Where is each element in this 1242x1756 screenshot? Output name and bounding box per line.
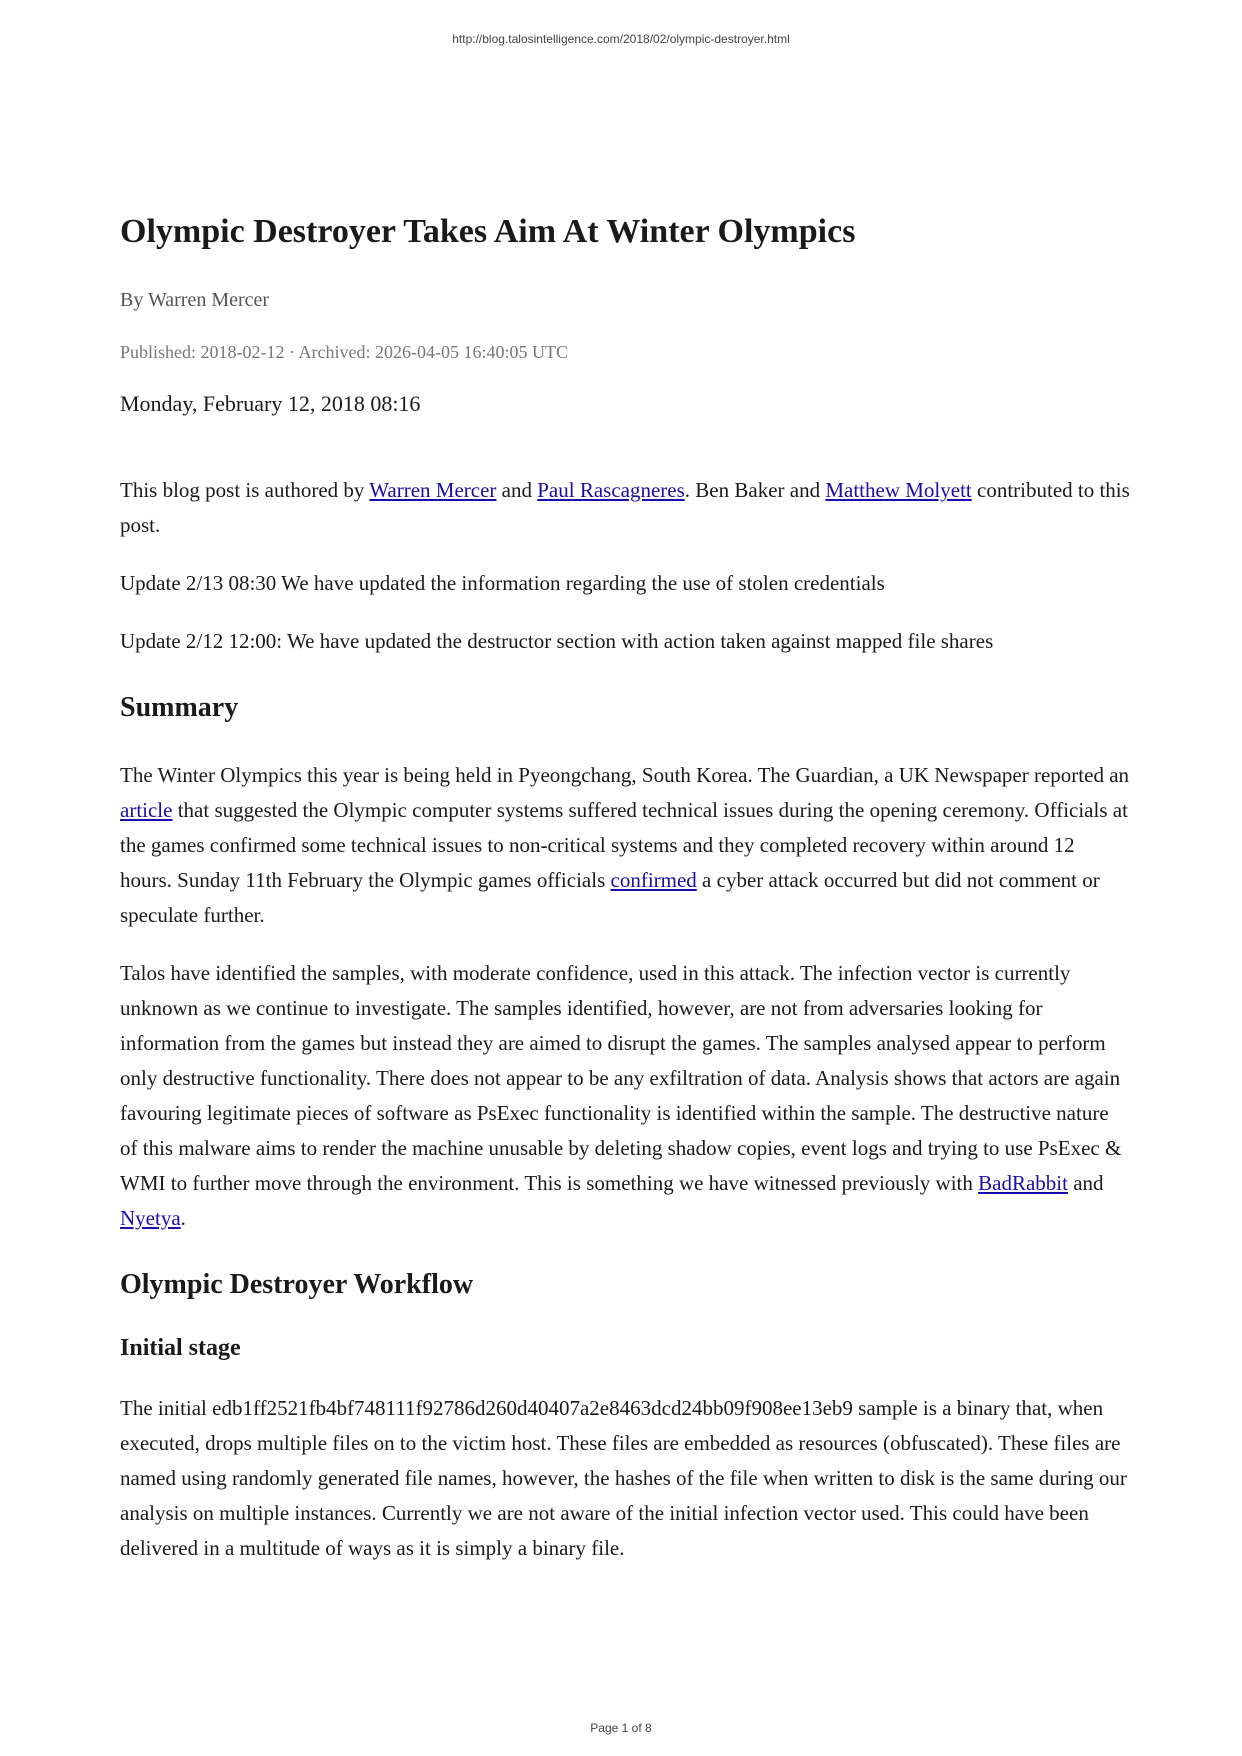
article-date: Monday, February 12, 2018 08:16	[120, 391, 421, 417]
author-link-matthew-molyett[interactable]: Matthew Molyett	[825, 478, 972, 503]
badrabbit-link[interactable]: BadRabbit	[978, 1170, 1068, 1195]
initial-stage-heading: Initial stage	[120, 1334, 241, 1361]
page-number-footer: Page 1 of 8	[590, 1721, 652, 1735]
intro-text: . Ben Baker and	[684, 478, 826, 503]
intro-text: and	[496, 478, 538, 503]
article-content	[120, 212, 1130, 1589]
initial-stage-paragraph: The initial edb1ff2521fb4bf748111f92786d260d40407a2e8463dcd24bb09f908ee13eb9 sample is a binary that, when executed, drops multiple files on to the victim host. These files are embedded as resources (obfuscated). These files are named using randomly generated file names, however, the hashes of the file when written to disk is the same during our analysis on multiple instances. Currently we are not aware of the initial infection vector used. This could have been delivered in a multitude of ways as it is simply a binary file.	[120, 1396, 1127, 1561]
author-link-paul-rascagneres[interactable]: Paul Rascagneres	[537, 478, 685, 503]
intro-text: contributed to this post.	[120, 478, 1130, 538]
nyetya-link[interactable]: Nyetya	[120, 1205, 181, 1230]
article-byline: By Warren Mercer	[120, 289, 270, 312]
article-link[interactable]: article	[120, 797, 173, 822]
article-meta: Published: 2018-02-12 · Archived: 2026-04-05 16:40:05 UTC	[120, 342, 568, 363]
article-title: Olympic Destroyer Takes Aim At Winter Olympics	[120, 213, 856, 250]
summary-paragraph-1	[120, 758, 1130, 933]
summary-text: and	[1067, 1170, 1104, 1195]
confirmed-link[interactable]: confirmed	[610, 867, 697, 892]
update-note-1: Update 2/13 08:30 We have updated the information regarding the use of stolen credentials	[120, 571, 885, 596]
summary-paragraph-2	[120, 956, 1130, 1236]
workflow-heading: Olympic Destroyer Workflow	[120, 1268, 474, 1300]
page-url-header: http://blog.talosintelligence.com/2018/02/olympic-destroyer.html	[452, 32, 790, 46]
author-link-warren-mercer[interactable]: Warren Mercer	[369, 478, 497, 503]
update-note-2: Update 2/12 12:00: We have updated the destructor section with action taken against mapped file shares	[120, 629, 994, 654]
summary-text: a cyber attack occurred but did not comment or speculate further.	[120, 867, 1100, 927]
summary-text: The Winter Olympics this year is being held in Pyeongchang, South Korea. The Guardian, a UK Newspaper reported an	[120, 762, 1130, 787]
summary-text: .	[180, 1205, 186, 1230]
summary-text: that suggested the Olympic computer systems suffered technical issues during the opening ceremony. Officials at the games confirmed some technical issues to non-critical systems and they completed recovery within around 12 hours. Sunday 11th February the Olympic games officials	[120, 797, 1128, 892]
intro-text: This blog post is authored by	[120, 478, 370, 503]
summary-text: Talos have identified the samples, with moderate confidence, used in this attack. The infection vector is currently unknown as we continue to investigate. The samples identified, however, are not from adversaries looking for information from the games but instead they are aimed to disrupt the games. The samples analysed appear to perform only destructive functionality. There does not appear to be any exfiltration of data. Analysis shows that actors are again favouring legitimate pieces of software as PsExec functionality is identified within the sample. The destructive nature of this malware aims to render the machine unusable by deleting shadow copies, event logs and trying to use PsExec & WMI to further move through the environment. This is something we have witnessed previously with	[120, 960, 1122, 1195]
summary-heading: Summary	[120, 692, 239, 724]
intro-paragraph	[120, 473, 1130, 543]
